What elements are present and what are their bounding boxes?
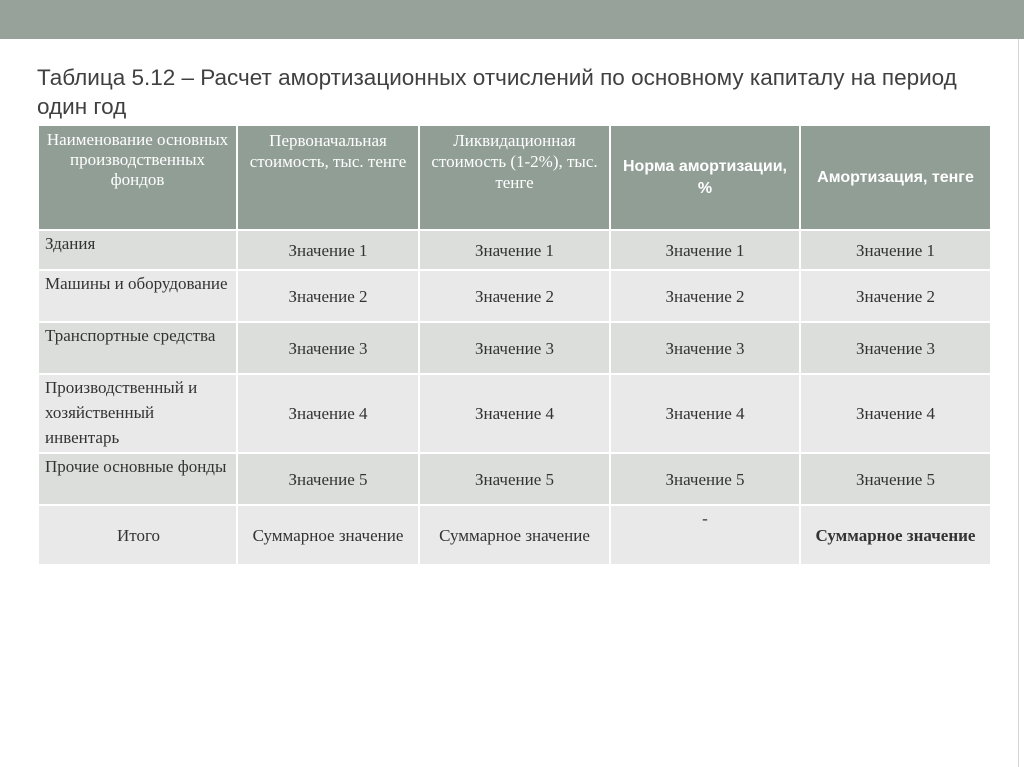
row-asset-name: Здания bbox=[38, 230, 237, 270]
header-depreciation-rate: Норма амортизации, % bbox=[610, 125, 800, 230]
row-asset-name: Транспортные средства bbox=[38, 322, 237, 374]
table-row bbox=[38, 230, 991, 270]
depreciation-table bbox=[37, 124, 992, 566]
table-row bbox=[38, 322, 991, 374]
page-title: Таблица 5.12 – Расчет амортизационных отчислений по основному капиталу на период один год bbox=[37, 65, 957, 119]
row-cell: Значение 1 bbox=[419, 230, 610, 270]
total-depreciation-rate: - bbox=[610, 505, 800, 565]
header-depreciation-amount: Амортизация, тенге bbox=[800, 125, 991, 230]
row-cell: Значение 3 bbox=[800, 322, 991, 374]
row-cell: Значение 3 bbox=[237, 322, 419, 374]
row-cell: Значение 4 bbox=[610, 374, 800, 453]
row-cell: Значение 5 bbox=[800, 453, 991, 505]
table-row bbox=[38, 270, 991, 322]
row-asset-name: Машины и оборудование bbox=[38, 270, 237, 322]
table-row bbox=[38, 374, 991, 453]
header-initial-cost: Первоначальная стоимость, тыс. тенге bbox=[237, 125, 419, 230]
row-cell: Значение 2 bbox=[237, 270, 419, 322]
table-row bbox=[38, 453, 991, 505]
total-initial-cost: Суммарное значение bbox=[237, 505, 419, 565]
header-asset-name: Наименование основных производственных фондов bbox=[38, 125, 237, 230]
total-depreciation-amount: Суммарное значение bbox=[800, 505, 991, 565]
row-cell: Значение 1 bbox=[610, 230, 800, 270]
row-cell: Значение 1 bbox=[800, 230, 991, 270]
row-cell: Значение 4 bbox=[237, 374, 419, 453]
row-cell: Значение 2 bbox=[419, 270, 610, 322]
total-salvage-value: Суммарное значение bbox=[419, 505, 610, 565]
row-cell: Значение 3 bbox=[610, 322, 800, 374]
table-total-row bbox=[38, 505, 991, 565]
row-asset-name: Производственный и хозяйственный инвентарь bbox=[38, 374, 237, 453]
top-band bbox=[0, 0, 1024, 39]
row-asset-name: Прочие основные фонды bbox=[38, 453, 237, 505]
row-cell: Значение 2 bbox=[800, 270, 991, 322]
table-header-row bbox=[38, 125, 991, 230]
header-salvage-value: Ликвидационная стоимость (1-2%), тыс. тенге bbox=[419, 125, 610, 230]
row-cell: Значение 5 bbox=[237, 453, 419, 505]
row-cell: Значение 5 bbox=[419, 453, 610, 505]
total-label: Итого bbox=[38, 505, 237, 565]
row-cell: Значение 5 bbox=[610, 453, 800, 505]
row-cell: Значение 3 bbox=[419, 322, 610, 374]
row-cell: Значение 4 bbox=[800, 374, 991, 453]
row-cell: Значение 1 bbox=[237, 230, 419, 270]
row-cell: Значение 2 bbox=[610, 270, 800, 322]
row-cell: Значение 4 bbox=[419, 374, 610, 453]
